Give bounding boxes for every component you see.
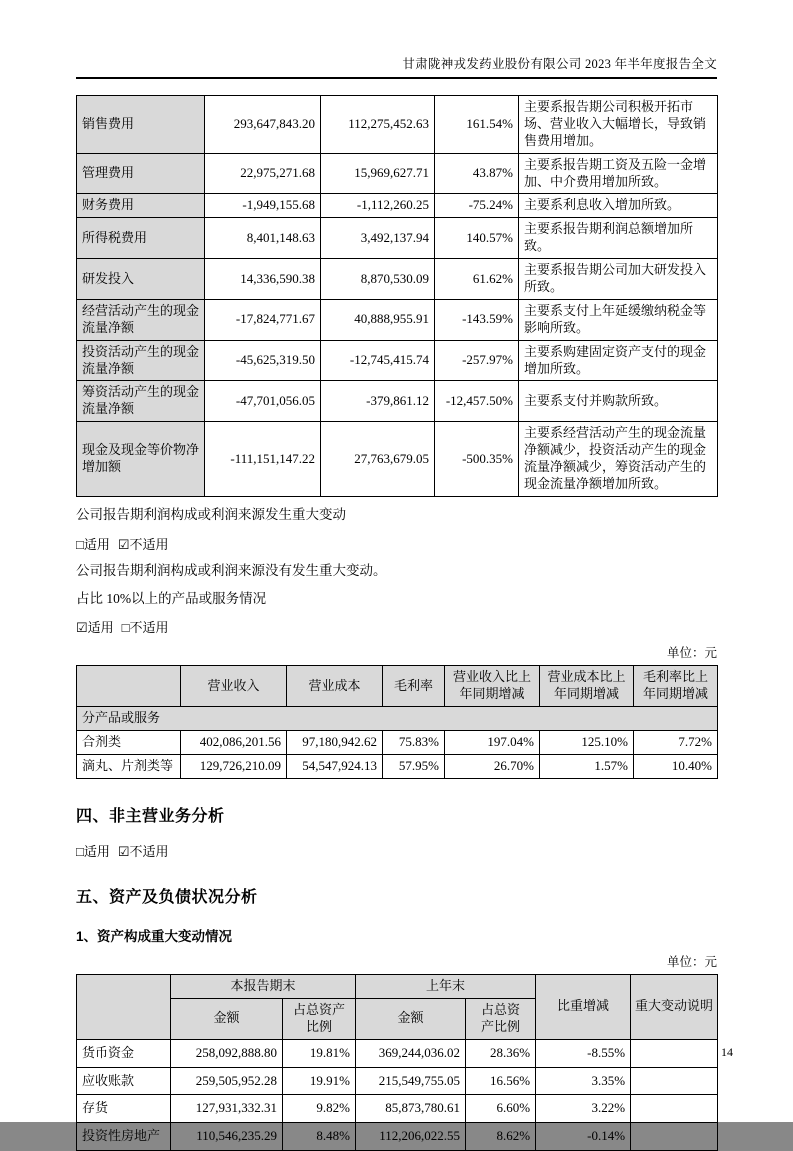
change-pct: -12,457.50% [435, 381, 519, 422]
col-header-revenue: 营业收入 [181, 666, 287, 707]
current-value: 293,647,843.20 [205, 96, 321, 154]
current-value: -1,949,155.68 [205, 194, 321, 218]
col-header-margin-change: 毛利率比上年同期增减 [634, 666, 718, 707]
not-apply-label: 不适用 [129, 843, 169, 859]
revenue-change-value: 197.04% [445, 731, 540, 755]
row-label: 合剂类 [77, 731, 181, 755]
change-reason: 主要系支付上年延缓缴纳税金等影响所致。 [519, 299, 718, 340]
change-reason: 主要系报告期公司积极开拓市场、营业收入大幅增长，导致销售费用增加。 [519, 96, 718, 154]
table-row [77, 259, 718, 300]
prior-value: -12,745,415.74 [321, 340, 435, 381]
note-cell [631, 1067, 718, 1095]
note-cell [631, 1039, 718, 1067]
row-label: 存货 [77, 1095, 171, 1123]
col-header-pct: 占总资产比例 [283, 998, 356, 1039]
section-row [77, 707, 718, 731]
unit-label: 单位：元 [666, 954, 717, 969]
table-row [77, 755, 718, 779]
pct-value: 19.81% [283, 1039, 356, 1067]
prior-amount-value: 215,549,755.05 [356, 1067, 466, 1095]
page-header [76, 54, 717, 79]
table-row [77, 381, 718, 422]
cost-change-value: 125.10% [540, 731, 634, 755]
prior-value: 112,275,452.63 [321, 96, 435, 154]
apply-label: 适用 [87, 620, 114, 636]
row-label: 所得税费用 [77, 218, 205, 259]
current-value: -17,824,771.67 [205, 299, 321, 340]
page-number: 14 [721, 1045, 733, 1059]
product-service-table [76, 665, 718, 778]
table-row [77, 218, 718, 259]
group-header-current-period: 本报告期末 [171, 974, 356, 998]
row-label: 财务费用 [77, 194, 205, 218]
applicability-line-section4 [76, 841, 717, 860]
col-header-pct: 占总资产比例 [466, 998, 536, 1039]
table-header-row [77, 974, 718, 998]
table-row [77, 299, 718, 340]
margin-value: 75.83% [383, 731, 445, 755]
unit-label: 单位：元 [666, 646, 717, 661]
current-value: -47,701,056.05 [205, 381, 321, 422]
col-header-amount: 金额 [171, 998, 283, 1039]
blank-header-cell [77, 666, 181, 707]
change-pct: 161.54% [435, 96, 519, 154]
prior-amount-value: 369,244,036.02 [356, 1039, 466, 1067]
prior-amount-value: 112,206,022.55 [356, 1123, 466, 1151]
note-cell [631, 1123, 718, 1151]
col-header-note: 重大变动说明 [631, 974, 718, 1039]
col-header-amount: 金额 [356, 998, 466, 1039]
apply-label: 适用 [83, 843, 110, 859]
table-row [77, 153, 718, 194]
margin-change-value: 10.40% [634, 755, 718, 779]
revenue-change-value: 26.70% [445, 755, 540, 779]
prior-value: -379,861.12 [321, 381, 435, 422]
prior-value: 40,888,955.91 [321, 299, 435, 340]
change-reason: 主要系报告期工资及五险一金增加、中介费用增加所致。 [519, 153, 718, 194]
cost-value: 54,547,924.13 [287, 755, 383, 779]
current-value: -111,151,147.22 [205, 422, 321, 497]
group-header-prior-period: 上年末 [356, 974, 536, 998]
row-label: 投资活动产生的现金流量净额 [77, 340, 205, 381]
row-label: 研发投入 [77, 259, 205, 300]
ratio-change-value: 3.35% [536, 1067, 631, 1095]
applicability-line-products [76, 617, 717, 636]
blank-header-cell [77, 974, 171, 1039]
row-label: 滴丸、片剂类等 [77, 755, 181, 779]
checkbox-checked-icon: ☑ [117, 843, 130, 859]
assets-composition-table [76, 974, 718, 1151]
section-title-4: 四、非主营业务分析 [76, 807, 225, 825]
cost-value: 97,180,942.62 [287, 731, 383, 755]
checkbox-unchecked-icon: □ [121, 620, 130, 636]
section-title-5: 五、资产及负债状况分析 [76, 888, 258, 906]
prior-pct-value: 16.56% [466, 1067, 536, 1095]
prior-value: 15,969,627.71 [321, 153, 435, 194]
not-apply-label: 不适用 [129, 620, 169, 636]
profit-no-change-text: 公司报告期利润构成或利润来源没有发生重大变动。 [76, 562, 387, 578]
row-label: 管理费用 [77, 153, 205, 194]
table-row [77, 731, 718, 755]
current-value: 8,401,148.63 [205, 218, 321, 259]
products-over-10-heading: 占比 10%以上的产品或服务情况 [76, 590, 267, 606]
col-header-revenue-change: 营业收入比上年同期增减 [445, 666, 540, 707]
row-label: 销售费用 [77, 96, 205, 154]
row-label: 应收账款 [77, 1067, 171, 1095]
not-apply-label: 不适用 [129, 536, 169, 552]
change-reason: 主要系利息收入增加所致。 [519, 194, 718, 218]
table-row [77, 340, 718, 381]
prior-amount-value: 85,873,780.61 [356, 1095, 466, 1123]
pct-value: 19.91% [283, 1067, 356, 1095]
checkbox-checked-icon: ☑ [76, 620, 88, 636]
checkbox-unchecked-icon: □ [76, 536, 84, 552]
col-header-cost: 营业成本 [287, 666, 383, 707]
prior-pct-value: 28.36% [466, 1039, 536, 1067]
table-row [77, 194, 718, 218]
current-value: 22,975,271.68 [205, 153, 321, 194]
applicability-line-profit [76, 534, 717, 553]
change-reason: 主要系支付并购款所致。 [519, 381, 718, 422]
change-pct: -75.24% [435, 194, 519, 218]
change-reason: 主要系经营活动产生的现金流量净额减少，投资活动产生的现金流量净额减少，筹资活动产生的现金流量净额增加所致。 [519, 422, 718, 497]
prior-pct-value: 8.62% [466, 1123, 536, 1151]
table-row [77, 422, 718, 497]
change-reason: 主要系报告期利润总额增加所致。 [519, 218, 718, 259]
apply-label: 适用 [83, 536, 110, 552]
row-label: 筹资活动产生的现金流量净额 [77, 381, 205, 422]
col-header-margin: 毛利率 [383, 666, 445, 707]
current-value: 14,336,590.38 [205, 259, 321, 300]
profit-change-heading: 公司报告期利润构成或利润来源发生重大变动 [76, 506, 346, 522]
col-header-ratio-change: 比重增减 [536, 974, 631, 1039]
col-header-cost-change: 营业成本比上年同期增减 [540, 666, 634, 707]
prior-value: 3,492,137.94 [321, 218, 435, 259]
table-row [77, 96, 718, 154]
prior-value: 27,763,679.05 [321, 422, 435, 497]
change-pct: -500.35% [435, 422, 519, 497]
change-pct: 61.62% [435, 259, 519, 300]
ratio-change-value: -8.55% [536, 1039, 631, 1067]
subsection-title-1: 1、资产构成重大变动情况 [76, 928, 233, 944]
report-title: 甘肃陇神戎发药业股份有限公司 2023 年半年度报告全文 [402, 57, 717, 71]
checkbox-checked-icon: ☑ [117, 536, 130, 552]
section-label: 分产品或服务 [77, 707, 718, 731]
ratio-change-value: 3.22% [536, 1095, 631, 1123]
table-row [77, 1039, 718, 1067]
margin-change-value: 7.72% [634, 731, 718, 755]
row-label: 现金及现金等价物净增加额 [77, 422, 205, 497]
change-pct: -143.59% [435, 299, 519, 340]
cost-change-value: 1.57% [540, 755, 634, 779]
table-row [77, 1123, 718, 1151]
checkbox-unchecked-icon: □ [76, 843, 84, 859]
prior-value: 8,870,530.09 [321, 259, 435, 300]
prior-pct-value: 6.60% [466, 1095, 536, 1123]
pct-value: 8.48% [283, 1123, 356, 1151]
table-row [77, 1095, 718, 1123]
amount-value: 259,505,952.28 [171, 1067, 283, 1095]
note-cell [631, 1095, 718, 1123]
row-label: 货币资金 [77, 1039, 171, 1067]
change-pct: 140.57% [435, 218, 519, 259]
margin-value: 57.95% [383, 755, 445, 779]
change-reason: 主要系报告期公司加大研发投入所致。 [519, 259, 718, 300]
amount-value: 127,931,332.31 [171, 1095, 283, 1123]
change-pct: 43.87% [435, 153, 519, 194]
revenue-value: 129,726,210.09 [181, 755, 287, 779]
finance-change-table [76, 95, 718, 497]
row-label: 投资性房地产 [77, 1123, 171, 1151]
ratio-change-value: -0.14% [536, 1123, 631, 1151]
change-pct: -257.97% [435, 340, 519, 381]
table-row [77, 1067, 718, 1095]
amount-value: 258,092,888.80 [171, 1039, 283, 1067]
table-header-row [77, 666, 718, 707]
prior-value: -1,112,260.25 [321, 194, 435, 218]
pct-value: 9.82% [283, 1095, 356, 1123]
change-reason: 主要系购建固定资产支付的现金增加所致。 [519, 340, 718, 381]
row-label: 经营活动产生的现金流量净额 [77, 299, 205, 340]
amount-value: 110,546,235.29 [171, 1123, 283, 1151]
current-value: -45,625,319.50 [205, 340, 321, 381]
revenue-value: 402,086,201.56 [181, 731, 287, 755]
